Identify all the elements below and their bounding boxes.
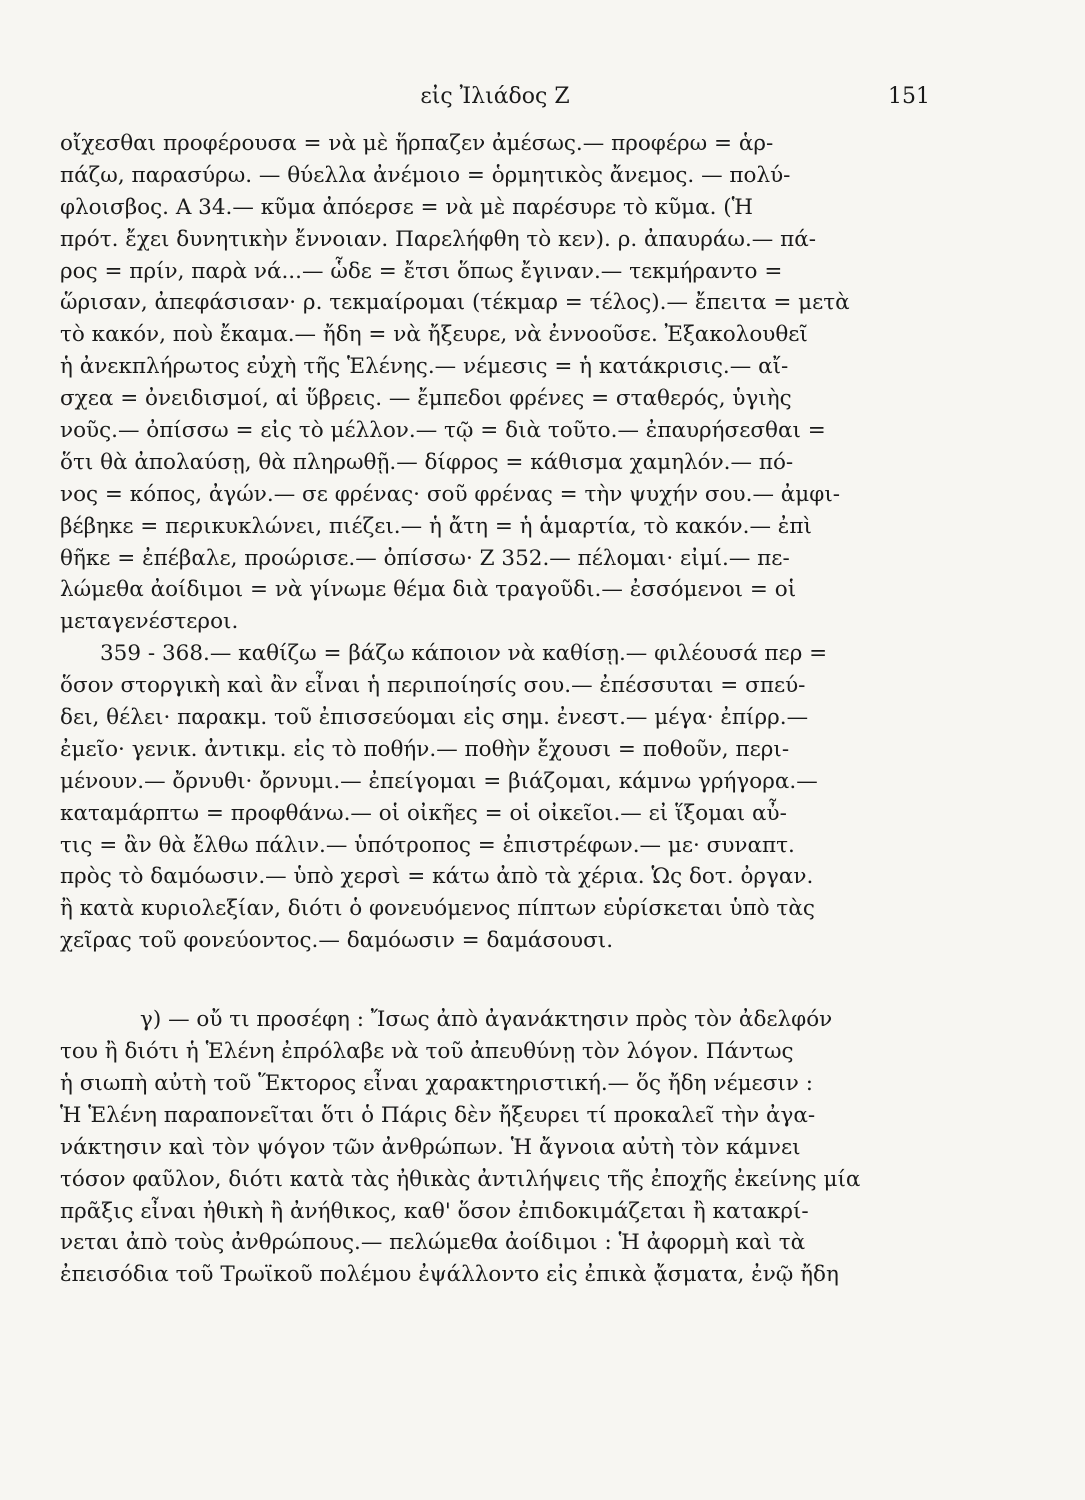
running-title: εἰς Ἰλιάδος Ζ (420, 84, 570, 109)
text-line: πάζω, παρασύρω. — θύελλα ἀνέμοιο = ὁρμητικὸς ἄνεμος. — πολύ- (60, 162, 791, 188)
text-line: του ἢ διότι ἡ Ἑλένη ἐπρόλαβε νὰ τοῦ ἀπευθύνῃ τὸν λόγον. Πάντως (60, 1039, 794, 1065)
text-line: Ἡ Ἑλένη παραπονεῖται ὅτι ὁ Πάρις δὲν ἤξευρει τί προκαλεῖ τὴν ἀγα- (60, 1102, 816, 1128)
text-line (60, 957, 940, 1004)
text-line: νος = κόπος, ἀγών.— σε φρένας· σοῦ φρένας = τὴν ψυχήν σου.— ἀμφι- (60, 481, 841, 507)
text-line: νεται ἀπὸ τοὺς ἀνθρώπους.— πελώμεθα ἀοίδιμοι : Ἡ ἀφορμὴ καὶ τὰ (60, 1230, 806, 1256)
commentary-text (60, 128, 940, 1291)
text-line: νάκτησιν καὶ τὸν ψόγον τῶν ἀνθρώπων. Ἡ ἄγνοια αὐτὴ τὸν κάμνει (60, 1134, 801, 1160)
text-line: φλοισβος. Α 34.— κῦμα ἀπόερσε = νὰ μὲ παρέσυρε τὸ κῦμα. (Ἡ (60, 194, 754, 220)
text-line: ἡ ἀνεκπλήρωτος εὐχὴ τῆς Ἑλένης.— νέμεσις = ἡ κατάκρισις.— αἴ- (60, 354, 789, 380)
text-line: ὅτι θὰ ἀπολαύσῃ, θὰ πληρωθῇ.— δίφρος = κάθισμα χαμηλόν.— πό- (60, 449, 794, 475)
text-line: νοῦς.— ὀπίσσω = εἰς τὸ μέλλον.— τῷ = διὰ τοῦτο.— ἐπαυρήσεσθαι = (60, 418, 826, 444)
text-line: τις = ἂν θὰ ἔλθω πάλιν.— ὑπότροπος = ἐπιστρέφων.— με· συναπτ. (60, 832, 795, 858)
text-line: ὥρισαν, ἀπεφάσισαν· ρ. τεκμαίρομαι (τέκμαρ = τέλος).— ἔπειτα = μετὰ (60, 290, 850, 316)
text-line: ἐπεισόδια τοῦ Τρωϊκοῦ πολέμου ἐψάλλοντο εἰς ἐπικὰ ᾄσματα, ἐνῷ ἤδη (60, 1262, 839, 1288)
text-line: ἐμεῖο· γενικ. ἀντικμ. εἰς τὸ ποθήν.— ποθὴν ἔχουσι = ποθοῦν, περι- (60, 736, 790, 762)
text-line: ὅσον στοργικὴ καὶ ἂν εἶναι ἡ περιποίησίς σου.— ἐπέσσυται = σπεύ- (60, 673, 806, 699)
text-line: μένουν.— ὄρνυθι· ὄρνυμι.— ἐπείγομαι = βιάζομαι, κάμνω γρήγορα.— (60, 768, 818, 794)
text-line: 359 - 368.— καθίζω = βάζω κάποιον νὰ καθίσῃ.— φιλέουσά περ = (100, 641, 828, 667)
text-line: τὸ κακόν, ποὺ ἔκαμα.— ἤδη = νὰ ἤξευρε, νὰ ἐννοοῦσε. Ἐξακολουθεῖ (60, 322, 808, 348)
text-line: χεῖρας τοῦ φονεύοντος.— δαμόωσιν = δαμάσουσι. (60, 928, 614, 954)
text-line: ἢ κατὰ κυριολεξίαν, διότι ὁ φονευόμενος πίπτων εὑρίσκεται ὑπὸ τὰς (60, 896, 815, 922)
text-line: μεταγενέστεροι. (60, 609, 239, 635)
text-line: λώμεθα ἀοίδιμοι = νὰ γίνωμε θέμα διὰ τραγοῦδι.— ἐσσόμενοι = οἱ (60, 577, 797, 603)
text-line: καταμάρπτω = προφθάνω.— οἱ οἰκῆες = οἱ οἰκεῖοι.— εἰ ἵξομαι αὖ- (60, 800, 787, 826)
text-line: οἴχεσθαι προφέρουσα = νὰ μὲ ἥρπαζεν ἀμέσως.— προφέρω = ἁρ- (60, 131, 774, 156)
text-line: δει, θέλει· παρακμ. τοῦ ἐπισσεύομαι εἰς σημ. ἐνεστ.— μέγα· ἐπίρρ.— (60, 705, 809, 731)
text-line: ρος = πρίν, παρὰ νά...— ὧδε = ἔτσι ὅπως ἔγιναν.— τεκμήραντο = (60, 258, 783, 284)
text-line: βέβηκε = περικυκλώνει, πιέζει.— ἡ ἄτη = ἡ ἁμαρτία, τὸ κακόν.— ἐπὶ (60, 513, 812, 539)
text-line: ἡ σιωπὴ αὐτὴ τοῦ Ἕκτορος εἶναι χαρακτηριστική.— ὅς ἤδη νέμεσιν : (60, 1070, 813, 1096)
running-head (60, 84, 930, 118)
text-line: γ) — οὔ τι προσέφη : Ἴσως ἀπὸ ἀγανάκτησιν πρὸς τὸν ἀδελφόν (140, 1007, 833, 1033)
text-line: θῆκε = ἐπέβαλε, προώρισε.— ὀπίσσω· Ζ 352.— πέλομαι· εἰμί.— πε- (60, 545, 790, 571)
text-line: σχεα = ὀνειδισμοί, αἱ ὕβρεις. — ἔμπεδοι φρένες = σταθερός, ὑγιὴς (60, 386, 792, 412)
text-line: πρότ. ἔχει δυνητικὴν ἔννοιαν. Παρελήφθη τὸ κεν). ρ. ἀπαυράω.— πά- (60, 226, 817, 252)
page-number: 151 (888, 84, 930, 109)
text-line: πρὸς τὸ δαμόωσιν.— ὑπὸ χερσὶ = κάτω ἀπὸ τὰ χέρια. Ὡς δοτ. ὀργαν. (60, 864, 814, 890)
text-line: πρᾶξις εἶναι ἠθικὴ ἢ ἀνήθικος, καθ' ὅσον ἐπιδοκιμάζεται ἢ κατακρί- (60, 1198, 809, 1224)
text-line: τόσον φαῦλον, διότι κατὰ τὰς ἠθικὰς ἀντιλήψεις τῆς ἐποχῆς ἐκείνης μία (60, 1166, 861, 1192)
